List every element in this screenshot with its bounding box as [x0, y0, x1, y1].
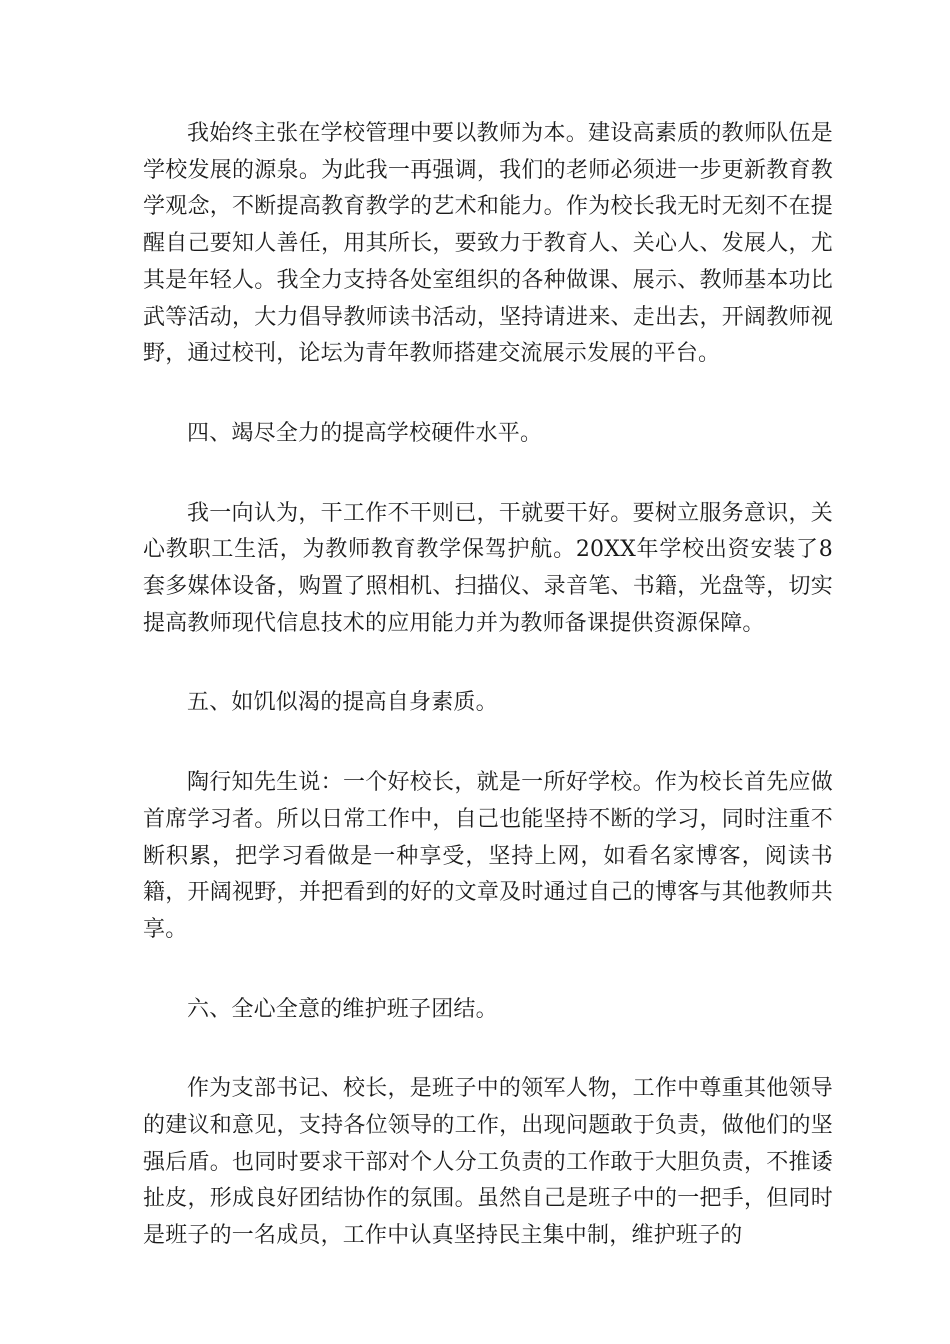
paragraph-gap	[143, 373, 833, 416]
paragraph-gap	[143, 642, 833, 685]
document-body	[143, 116, 833, 1255]
paragraph-gap	[143, 949, 833, 992]
paragraph-teachers-first: 我始终主张在学校管理中要以教师为本。建设高素质的教师队伍是学校发展的源泉。为此我一再强调，我们的老师必须进一步更新教育教学观念，不断提高教育教学的艺术和能力。作为校长我无时无刻不在提醒自己要知人善任，用其所长，要致力于教育人、关心人、发展人，尤其是年轻人。我全力支持各处室组织的各种做课、展示、教师基本功比武等活动，大力倡导教师读书活动，坚持请进来、走出去，开阔教师视野，通过校刊，论坛为青年教师搭建交流展示发展的平台。	[143, 121, 833, 367]
heading-section-6: 六、全心全意的维护班子团结。	[187, 996, 498, 1022]
paragraph-team-unity: 作为支部书记、校长，是班子中的领军人物，工作中尊重其他领导的建议和意见，支持各位领导的工作，出现问题敢于负责，做他们的坚强后盾。也同时要求干部对个人分工负责的工作敢于大胆负责，不推诿扯皮，形成良好团结协作的氛围。虽然自己是班子中的一把手，但同时是班子的一名成员，工作中认真坚持民主集中制，维护班子的	[143, 1076, 833, 1249]
heading-section-5: 五、如饥似渴的提高自身素质。	[187, 690, 498, 716]
heading-section-4: 四、竭尽全力的提高学校硬件水平。	[187, 420, 543, 446]
paragraph-gap	[143, 453, 833, 496]
paragraph-self-improvement: 陶行知先生说：一个好校长，就是一所好学校。作为校长首先应做首席学习者。所以日常工作中，自己也能坚持不断的学习，同时注重不断积累，把学习看做是一种享受，坚持上网，如看名家博客，阅读书籍，开阔视野，并把看到的好的文章及时通过自己的博客与其他教师共享。	[143, 770, 833, 942]
paragraph-gap	[143, 1028, 833, 1071]
paragraph-hardware: 我一向认为，干工作不干则已，干就要干好。要树立服务意识，关心教职工生活，为教师教育教学保驾护航。20XX年学校出资安装了8套多媒体设备，购置了照相机、扫描仪、录音笔、书籍，光盘等，切实提高教师现代信息技术的应用能力并为教师备课提供资源保障。	[143, 500, 833, 636]
paragraph-gap	[143, 722, 833, 765]
